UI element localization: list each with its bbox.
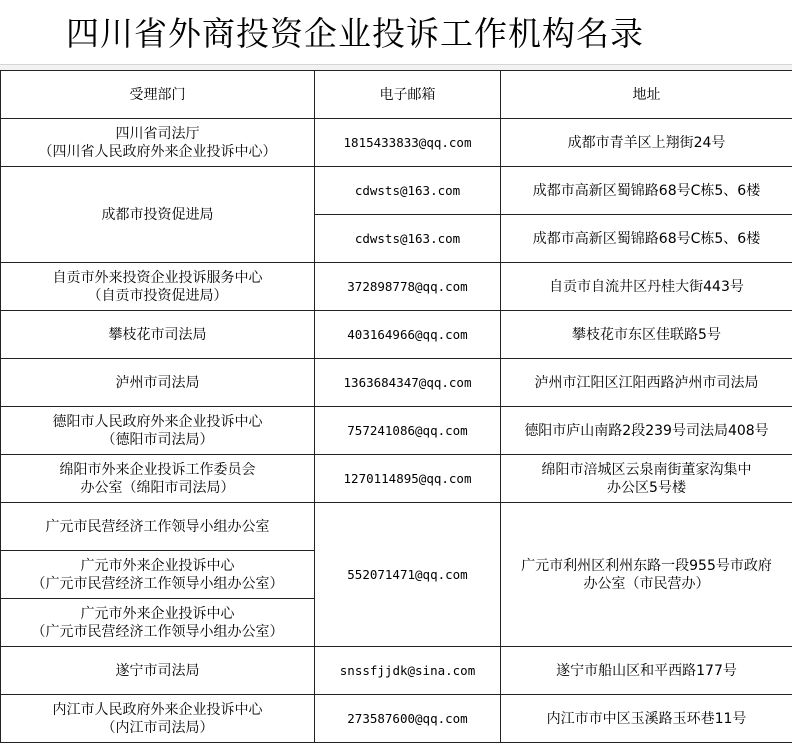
table-row [1, 647, 792, 695]
dept-cell: 广元市外来企业投诉中心 （广元市民营经济工作领导小组办公室） [1, 599, 315, 647]
email-cell: snssfjjdk@sina.com [315, 647, 501, 695]
dept-cell: 攀枝花市司法局 [1, 311, 315, 359]
table-row [1, 119, 792, 167]
table-row [1, 263, 792, 311]
email-cell: cdwsts@163.com [315, 167, 501, 215]
dept-cell: 绵阳市外来企业投诉工作委员会 办公室（绵阳市司法局） [1, 455, 315, 503]
dept-cell: 自贡市外来投资企业投诉服务中心 （自贡市投资促进局） [1, 263, 315, 311]
address-cell: 内江市市中区玉溪路玉环巷11号 [501, 695, 792, 743]
table-row [1, 407, 792, 455]
dept-cell: 四川省司法厅 （四川省人民政府外来企业投诉中心） [1, 119, 315, 167]
address-cell: 自贡市自流井区丹桂大街443号 [501, 263, 792, 311]
column-header-email: 电子邮箱 [315, 71, 501, 119]
table-row [1, 167, 792, 215]
address-cell: 遂宁市船山区和平西路177号 [501, 647, 792, 695]
directory-table [0, 70, 792, 743]
email-cell: 1815433833@qq.com [315, 119, 501, 167]
dept-cell: 广元市外来企业投诉中心 （广元市民营经济工作领导小组办公室） [1, 551, 315, 599]
email-cell: 1363684347@qq.com [315, 359, 501, 407]
dept-cell: 泸州市司法局 [1, 359, 315, 407]
email-cell: 273587600@qq.com [315, 695, 501, 743]
page-title: 四川省外商投资企业投诉工作机构名录 [66, 12, 644, 56]
table-row [1, 455, 792, 503]
email-cell: 1270114895@qq.com [315, 455, 501, 503]
table-row [1, 503, 792, 551]
dept-cell: 成都市投资促进局 [1, 167, 315, 263]
address-cell: 成都市青羊区上翔街24号 [501, 119, 792, 167]
dept-cell: 德阳市人民政府外来企业投诉中心 （德阳市司法局） [1, 407, 315, 455]
address-cell: 绵阳市涪城区云泉南街董家沟集中 办公区5号楼 [501, 455, 792, 503]
email-cell: 552071471@qq.com [315, 503, 501, 647]
column-header-dept: 受理部门 [1, 71, 315, 119]
address-cell: 成都市高新区蜀锦路68号C栋5、6楼 [501, 215, 792, 263]
email-cell: 757241086@qq.com [315, 407, 501, 455]
email-cell: 403164966@qq.com [315, 311, 501, 359]
column-header-address: 地址 [501, 71, 792, 119]
email-cell: cdwsts@163.com [315, 215, 501, 263]
table-row [1, 311, 792, 359]
address-cell: 德阳市庐山南路2段239号司法局408号 [501, 407, 792, 455]
table-row [1, 695, 792, 743]
dept-cell: 内江市人民政府外来企业投诉中心 （内江市司法局） [1, 695, 315, 743]
address-cell: 成都市高新区蜀锦路68号C栋5、6楼 [501, 167, 792, 215]
dept-cell: 广元市民营经济工作领导小组办公室 [1, 503, 315, 551]
header-row [1, 71, 792, 119]
email-cell: 372898778@qq.com [315, 263, 501, 311]
address-cell: 攀枝花市东区佳联路5号 [501, 311, 792, 359]
address-cell: 广元市利州区利州东路一段955号市政府 办公室（市民营办） [501, 503, 792, 647]
table-row [1, 359, 792, 407]
dept-cell: 遂宁市司法局 [1, 647, 315, 695]
address-cell: 泸州市江阳区江阳西路泸州市司法局 [501, 359, 792, 407]
